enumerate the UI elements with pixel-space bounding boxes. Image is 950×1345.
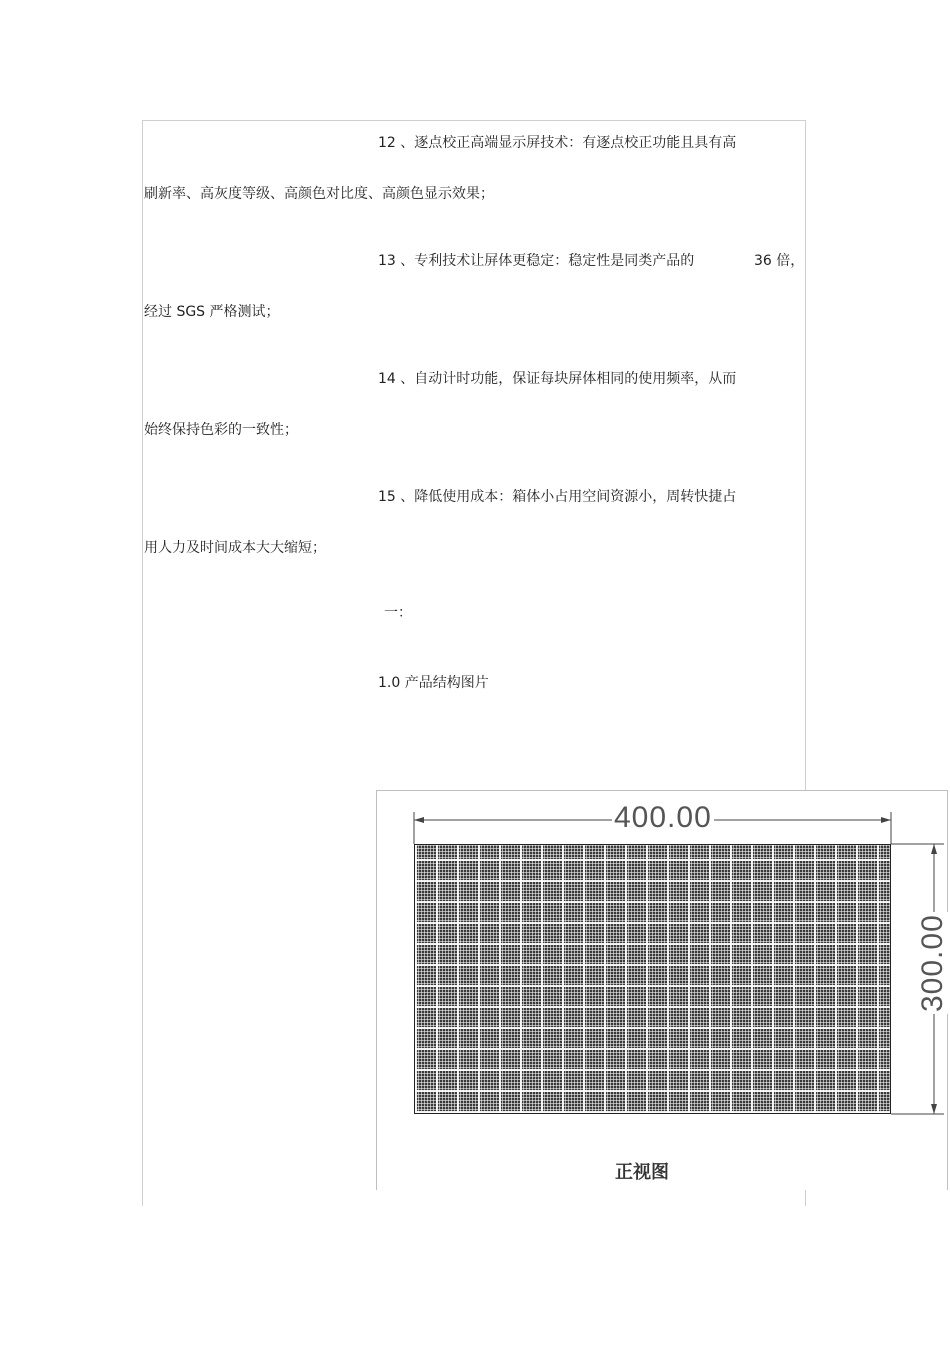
p15-line2: 用人力及时间成本大大缩短； — [144, 540, 326, 556]
p15-line1: 15 、降低使用成本：箱体小占用空间资源小，周转快捷占 — [378, 489, 737, 505]
p14-line1: 14 、自动计时功能，保证每块屏体相同的使用频率，从而 — [378, 371, 737, 387]
p13-line1: 13 、专利技术让屏体更稳定：稳定性是同类产品的 — [378, 253, 695, 269]
section-subheading: 1.0 产品结构图片 — [378, 675, 489, 691]
p12-line1: 12 、逐点校正高端显示屏技术：有逐点校正功能且具有高 — [378, 135, 737, 151]
p13-number: 36 倍， — [754, 253, 805, 269]
led-panel-front-view — [414, 844, 891, 1114]
height-dimension-label: 300.00 — [916, 914, 949, 1012]
section-heading: 一： — [384, 605, 412, 621]
p14-line2: 始终保持色彩的一致性； — [144, 422, 298, 438]
p13-line2: 经过 SGS 严格测试； — [144, 304, 280, 320]
p12-line2: 刷新率、高灰度等级、高颜色对比度、高颜色显示效果； — [144, 186, 494, 202]
figure-caption: 正视图 — [615, 1162, 669, 1183]
width-dimension-label: 400.00 — [614, 801, 712, 834]
